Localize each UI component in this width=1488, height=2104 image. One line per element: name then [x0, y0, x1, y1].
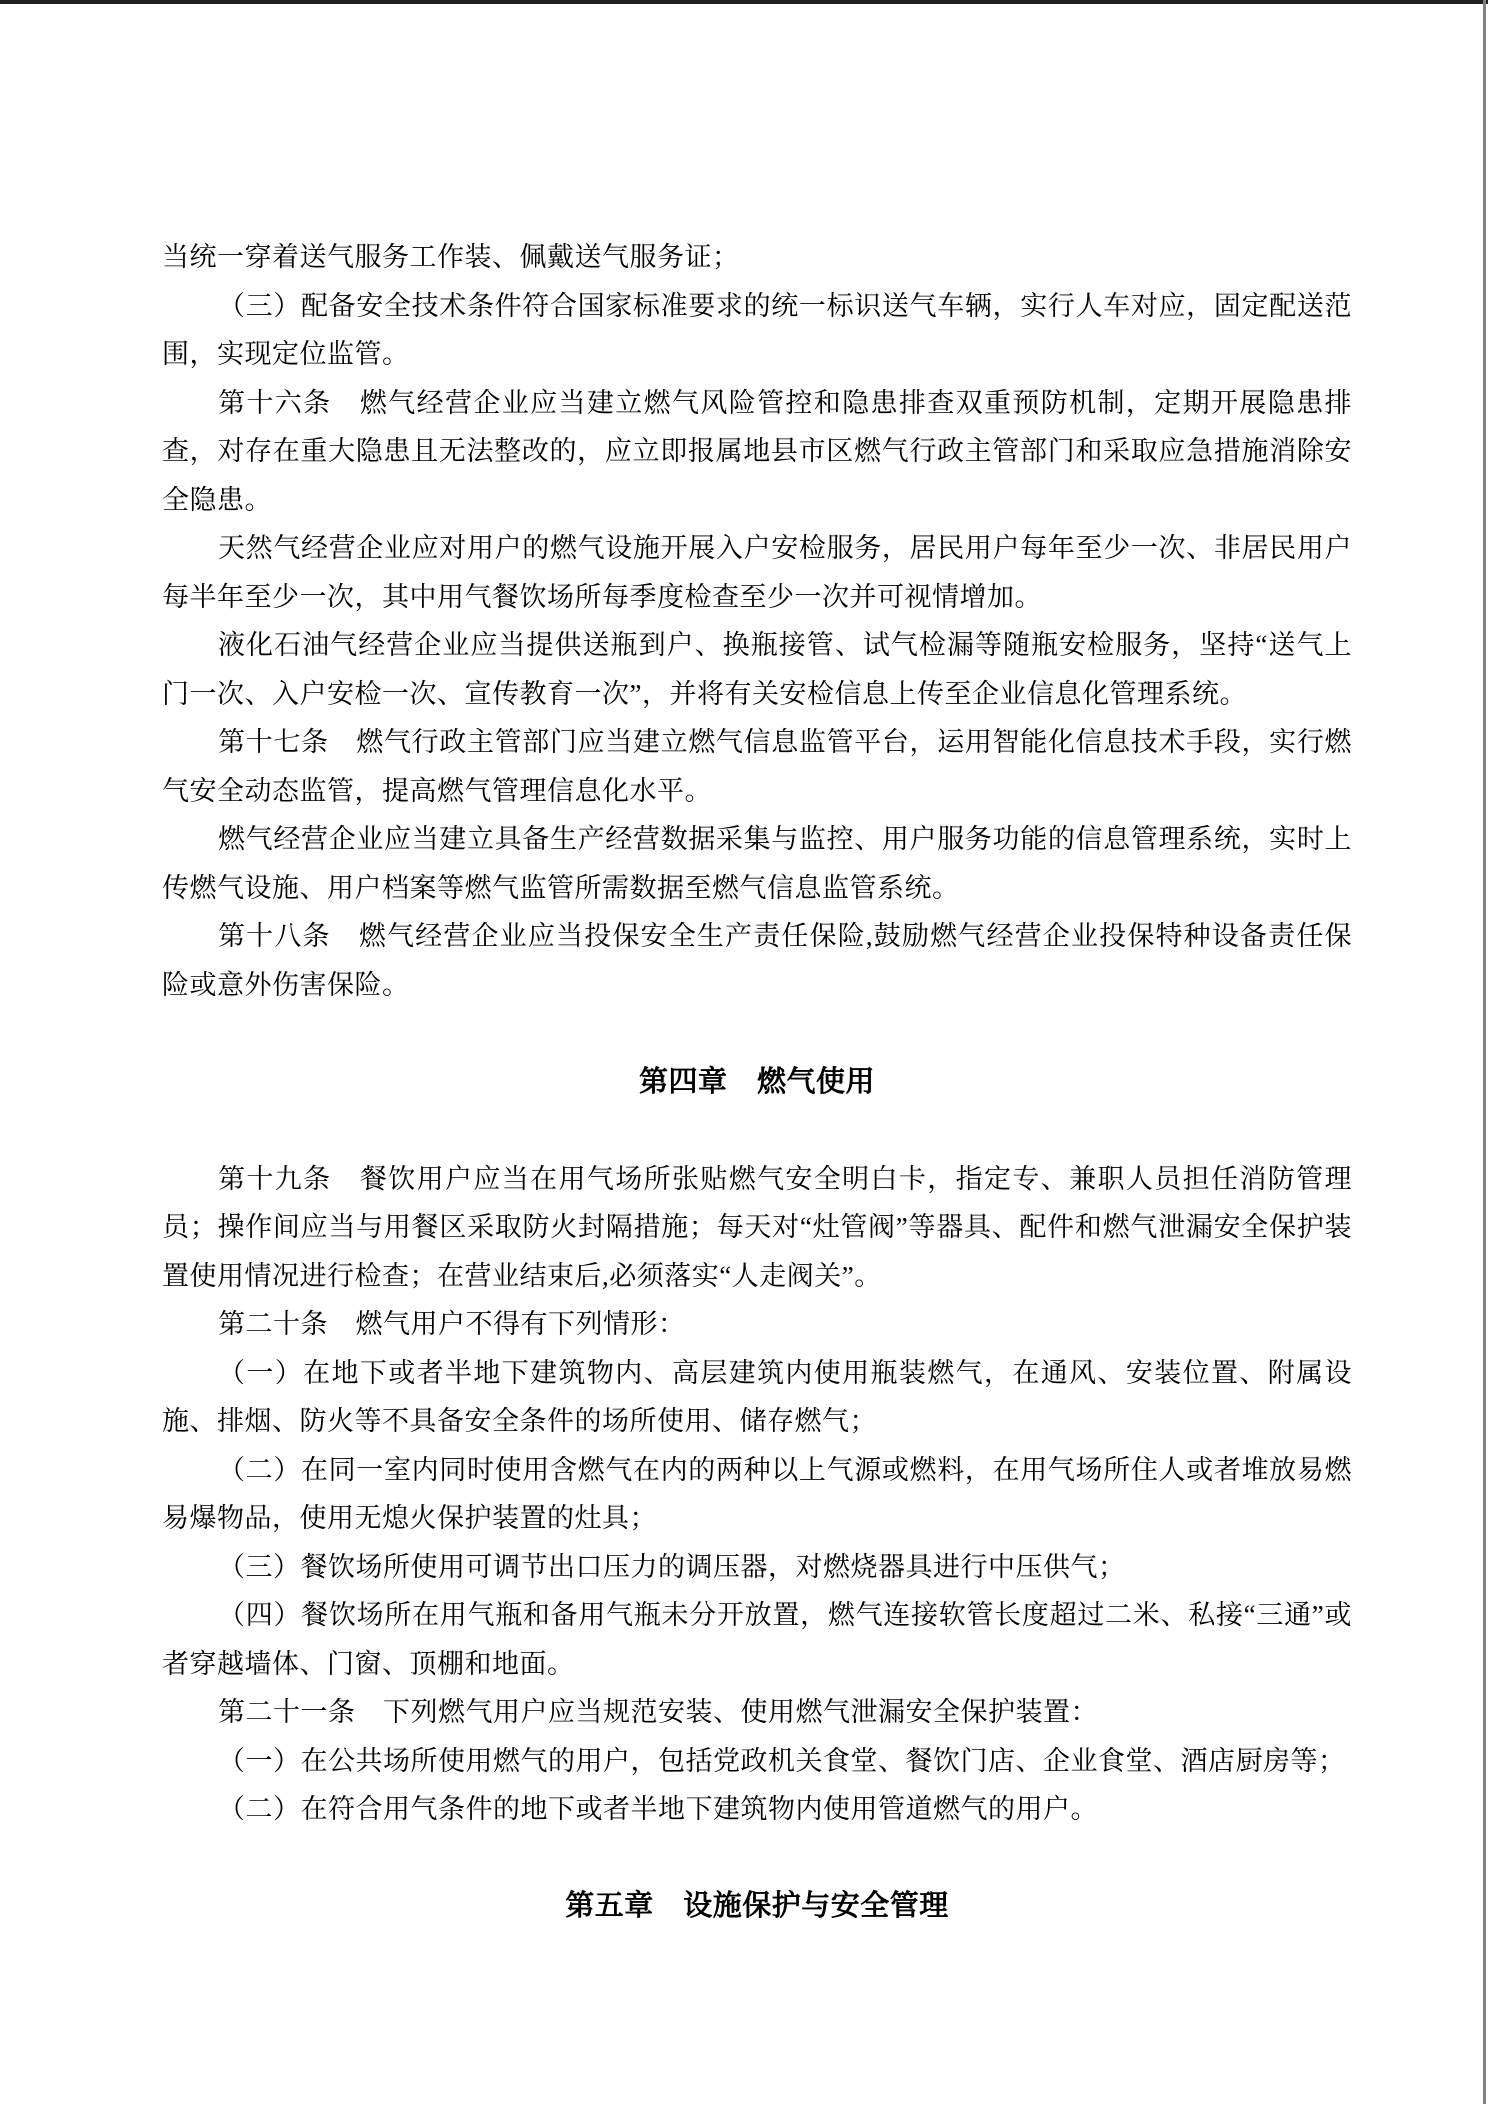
paragraph: （三）餐饮场所使用可调节出口压力的调压器，对燃烧器具进行中压供气； — [218, 1551, 1126, 1582]
paragraph: 燃气经营企业应当建立具备生产经营数据采集与监控、用户服务功能的信息管理系统，实时上传燃气设施、用户档案等燃气监管所需数据至燃气信息监管系统。 — [162, 824, 1352, 903]
paragraph: 第二十一条 下列燃气用户应当规范安装、使用燃气泄漏安全保护装置： — [218, 1697, 1098, 1727]
document-body — [162, 0, 1352, 1979]
paragraph: 第十八条 燃气经营企业应当投保安全生产责任保险,鼓励燃气经营企业投保特种设备责任保险或意外伤害保险。 — [162, 921, 1352, 1000]
paragraph: 第十七条 燃气行政主管部门应当建立燃气信息监管平台，运用智能化信息技术手段，实行燃气安全动态监管，提高燃气管理信息化水平。 — [162, 727, 1352, 806]
paragraph: （三）配备安全技术条件符合国家标准要求的统一标识送气车辆，实行人车对应，固定配送范围，实现定位监管。 — [162, 290, 1352, 369]
paragraph: 液化石油气经营企业应当提供送瓶到户、换瓶接管、试气检漏等随瓶安检服务，坚持“送气上门一次、入户安检一次、宣传教育一次”，并将有关安检信息上传至企业信息化管理系统。 — [162, 630, 1352, 709]
paragraph: 第十九条 餐饮用户应当在用气场所张贴燃气安全明白卡，指定专、兼职人员担任消防管理员；操作间应当与用餐区采取防火封隔措施；每天对“灶管阀”等器具、配件和燃气泄漏安全保护装置使用情况进行检查；在营业结束后,必须落实“人走阀关”。 — [162, 1163, 1352, 1291]
chapter-heading: 第五章 设施保护与安全管理 — [565, 1890, 949, 1922]
paragraph: 第十六条 燃气经营企业应当建立燃气风险管控和隐患排查双重预防机制，定期开展隐患排查，对存在重大隐患且无法整改的，应立即报属地县市区燃气行政主管部门和采取应急措施消除安全隐患。 — [162, 387, 1352, 515]
paragraph: （二）在同一室内同时使用含燃气在内的两种以上气源或燃料，在用气场所住人或者堆放易燃易爆物品，使用无熄火保护装置的灶具； — [162, 1454, 1352, 1533]
paragraph: 第二十条 燃气用户不得有下列情形： — [218, 1309, 686, 1339]
paragraph: （一）在公共场所使用燃气的用户，包括党政机关食堂、餐饮门店、企业食堂、酒店厨房等； — [218, 1745, 1346, 1776]
paragraph: （一）在地下或者半地下建筑物内、高层建筑内使用瓶装燃气，在通风、安装位置、附属设施、排烟、防火等不具备安全条件的场所使用、储存燃气； — [162, 1357, 1352, 1436]
paragraph: （四）餐饮场所在用气瓶和备用气瓶未分开放置，燃气连接软管长度超过二米、私接“三通”或者穿越墙体、门窗、顶棚和地面。 — [162, 1600, 1352, 1679]
paragraph: （二）在符合用气条件的地下或者半地下建筑物内使用管道燃气的用户。 — [218, 1794, 1098, 1824]
chapter-heading: 第四章 燃气使用 — [638, 1065, 875, 1098]
paragraph: 天然气经营企业应对用户的燃气设施开展入户安检服务，居民用户每年至少一次、非居民用户每半年至少一次，其中用气餐饮场所每季度检查至少一次并可视情增加。 — [162, 533, 1352, 612]
page-right-edge — [1483, 0, 1486, 2104]
paragraph: 当统一穿着送气服务工作装、佩戴送气服务证； — [162, 242, 740, 272]
